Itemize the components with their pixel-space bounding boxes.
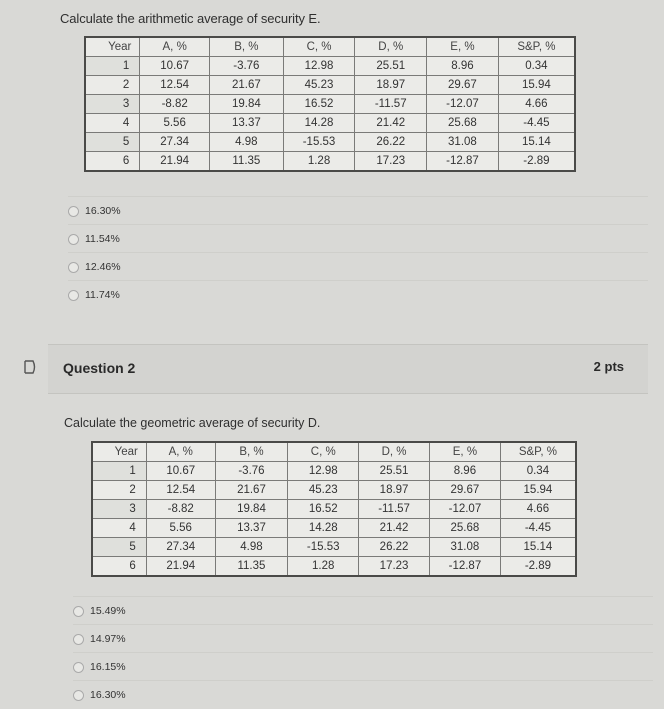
table-row bbox=[92, 557, 576, 577]
table-row bbox=[85, 133, 575, 152]
table-cell: 31.08 bbox=[429, 538, 500, 557]
table-cell: -8.82 bbox=[140, 95, 210, 114]
table-row bbox=[92, 481, 576, 500]
table-cell: 29.67 bbox=[429, 481, 500, 500]
table-cell: 2 bbox=[85, 76, 140, 95]
column-header: B, % bbox=[215, 442, 288, 462]
table-cell: 27.34 bbox=[140, 133, 210, 152]
table-cell: 6 bbox=[85, 152, 140, 172]
radio-button[interactable] bbox=[68, 234, 79, 245]
table-cell: 0.34 bbox=[500, 462, 576, 481]
table-cell: 21.42 bbox=[355, 114, 427, 133]
question-2-label: Question 2 bbox=[63, 360, 136, 376]
table-cell: 25.51 bbox=[355, 57, 427, 76]
table-cell: 31.08 bbox=[427, 133, 499, 152]
table-cell: 21.94 bbox=[146, 557, 215, 577]
table-cell: 12.98 bbox=[288, 462, 359, 481]
answer-option-label: 14.97% bbox=[90, 633, 126, 645]
table-cell: 19.84 bbox=[215, 500, 288, 519]
question-1-prompt: Calculate the arithmetic average of security E. bbox=[60, 11, 321, 26]
table-cell: 29.67 bbox=[427, 76, 499, 95]
table-cell: 10.67 bbox=[140, 57, 210, 76]
table-row bbox=[92, 538, 576, 557]
table-cell: 21.42 bbox=[359, 519, 430, 538]
answer-option-label: 11.74% bbox=[85, 289, 120, 301]
table-cell: -4.45 bbox=[498, 114, 575, 133]
answer-option[interactable] bbox=[73, 596, 653, 625]
table-cell: 15.14 bbox=[500, 538, 576, 557]
table-row bbox=[92, 500, 576, 519]
table-cell: 4.66 bbox=[500, 500, 576, 519]
table-cell: 15.14 bbox=[498, 133, 575, 152]
answer-option-label: 11.54% bbox=[85, 233, 120, 245]
returns-table-q2 bbox=[91, 441, 577, 577]
table-cell: -2.89 bbox=[498, 152, 575, 172]
table-cell: -3.76 bbox=[210, 57, 284, 76]
table-cell: 27.34 bbox=[146, 538, 215, 557]
table-cell: 3 bbox=[85, 95, 140, 114]
column-header: Year bbox=[92, 442, 146, 462]
table-cell: 25.51 bbox=[359, 462, 430, 481]
answer-option[interactable] bbox=[73, 680, 653, 709]
column-header: E, % bbox=[429, 442, 500, 462]
question-2-prompt: Calculate the geometric average of security D. bbox=[64, 416, 321, 430]
table-cell: 16.52 bbox=[288, 500, 359, 519]
column-header: C, % bbox=[283, 37, 355, 57]
table-cell: -2.89 bbox=[500, 557, 576, 577]
table-cell: 17.23 bbox=[355, 152, 427, 172]
question-2-points: 2 pts bbox=[593, 359, 624, 374]
radio-button[interactable] bbox=[73, 690, 84, 701]
answer-option[interactable] bbox=[73, 624, 653, 653]
table-row bbox=[92, 519, 576, 538]
radio-button[interactable] bbox=[73, 662, 84, 673]
radio-button[interactable] bbox=[68, 262, 79, 273]
table-cell: -15.53 bbox=[283, 133, 355, 152]
column-header: Year bbox=[85, 37, 140, 57]
table-cell: -3.76 bbox=[215, 462, 288, 481]
returns-table-body bbox=[92, 442, 576, 576]
table-cell: 1.28 bbox=[283, 152, 355, 172]
radio-button[interactable] bbox=[68, 206, 79, 217]
table-cell: 5.56 bbox=[140, 114, 210, 133]
flag-question-icon[interactable] bbox=[22, 359, 38, 375]
table-cell: 5.56 bbox=[146, 519, 215, 538]
table-cell: 5 bbox=[92, 538, 146, 557]
table-cell: 11.35 bbox=[215, 557, 288, 577]
table-cell: 21.67 bbox=[210, 76, 284, 95]
table-cell: 1.28 bbox=[288, 557, 359, 577]
table-cell: 21.67 bbox=[215, 481, 288, 500]
table-cell: 8.96 bbox=[427, 57, 499, 76]
table-cell: 8.96 bbox=[429, 462, 500, 481]
table-cell: 0.34 bbox=[498, 57, 575, 76]
column-header: S&P, % bbox=[498, 37, 575, 57]
table-cell: -12.87 bbox=[429, 557, 500, 577]
answer-option[interactable] bbox=[68, 196, 648, 225]
table-cell: 4.98 bbox=[210, 133, 284, 152]
question-2-header bbox=[48, 344, 648, 394]
table-cell: 13.37 bbox=[210, 114, 284, 133]
answer-option-label: 12.46% bbox=[85, 261, 121, 273]
table-cell: 4 bbox=[92, 519, 146, 538]
table-cell: 14.28 bbox=[283, 114, 355, 133]
table-cell: -12.07 bbox=[427, 95, 499, 114]
table-cell: 10.67 bbox=[146, 462, 215, 481]
column-header: E, % bbox=[427, 37, 499, 57]
radio-button[interactable] bbox=[73, 634, 84, 645]
column-header: S&P, % bbox=[500, 442, 576, 462]
radio-button[interactable] bbox=[73, 606, 84, 617]
column-header: B, % bbox=[210, 37, 284, 57]
table-cell: 5 bbox=[85, 133, 140, 152]
table-cell: 18.97 bbox=[355, 76, 427, 95]
table-header-row bbox=[92, 442, 576, 462]
table-cell: 26.22 bbox=[355, 133, 427, 152]
answer-option-label: 16.30% bbox=[85, 205, 121, 217]
table-cell: 12.54 bbox=[146, 481, 215, 500]
column-header: D, % bbox=[355, 37, 427, 57]
answer-option-label: 16.30% bbox=[90, 689, 126, 701]
table-cell: 1 bbox=[85, 57, 140, 76]
table-cell: 4 bbox=[85, 114, 140, 133]
answer-option-label: 15.49% bbox=[90, 605, 126, 617]
table-row bbox=[92, 462, 576, 481]
table-cell: 45.23 bbox=[288, 481, 359, 500]
table-cell: 14.28 bbox=[288, 519, 359, 538]
column-header: C, % bbox=[288, 442, 359, 462]
radio-button[interactable] bbox=[68, 290, 79, 301]
table-cell: 18.97 bbox=[359, 481, 430, 500]
table-header-row bbox=[85, 37, 575, 57]
table-cell: 2 bbox=[92, 481, 146, 500]
table-cell: 15.94 bbox=[498, 76, 575, 95]
table-cell: 11.35 bbox=[210, 152, 284, 172]
table-cell: -12.07 bbox=[429, 500, 500, 519]
table-cell: 13.37 bbox=[215, 519, 288, 538]
answer-option-label: 16.15% bbox=[90, 661, 126, 673]
table-cell: 25.68 bbox=[427, 114, 499, 133]
column-header: A, % bbox=[146, 442, 215, 462]
table-cell: -4.45 bbox=[500, 519, 576, 538]
table-cell: -12.87 bbox=[427, 152, 499, 172]
table-cell: 17.23 bbox=[359, 557, 430, 577]
answer-option[interactable] bbox=[68, 280, 648, 309]
table-cell: 25.68 bbox=[429, 519, 500, 538]
table-cell: 1 bbox=[92, 462, 146, 481]
column-header: A, % bbox=[140, 37, 210, 57]
answer-option[interactable] bbox=[73, 652, 653, 681]
returns-table-body bbox=[85, 37, 575, 171]
table-row bbox=[85, 95, 575, 114]
table-cell: 26.22 bbox=[359, 538, 430, 557]
table-cell: -11.57 bbox=[359, 500, 430, 519]
table-cell: 4.66 bbox=[498, 95, 575, 114]
table-row bbox=[85, 114, 575, 133]
table-cell: 12.98 bbox=[283, 57, 355, 76]
table-cell: 21.94 bbox=[140, 152, 210, 172]
table-row bbox=[85, 152, 575, 172]
table-cell: 12.54 bbox=[140, 76, 210, 95]
table-cell: 16.52 bbox=[283, 95, 355, 114]
table-cell: 3 bbox=[92, 500, 146, 519]
table-cell: -8.82 bbox=[146, 500, 215, 519]
answer-option[interactable] bbox=[68, 224, 648, 253]
column-header: D, % bbox=[359, 442, 430, 462]
table-cell: 4.98 bbox=[215, 538, 288, 557]
table-row bbox=[85, 57, 575, 76]
table-cell: 45.23 bbox=[283, 76, 355, 95]
answer-option[interactable] bbox=[68, 252, 648, 281]
table-cell: 15.94 bbox=[500, 481, 576, 500]
table-row bbox=[85, 76, 575, 95]
table-cell: -15.53 bbox=[288, 538, 359, 557]
table-cell: 19.84 bbox=[210, 95, 284, 114]
table-cell: -11.57 bbox=[355, 95, 427, 114]
returns-table-q1 bbox=[84, 36, 576, 172]
table-cell: 6 bbox=[92, 557, 146, 577]
